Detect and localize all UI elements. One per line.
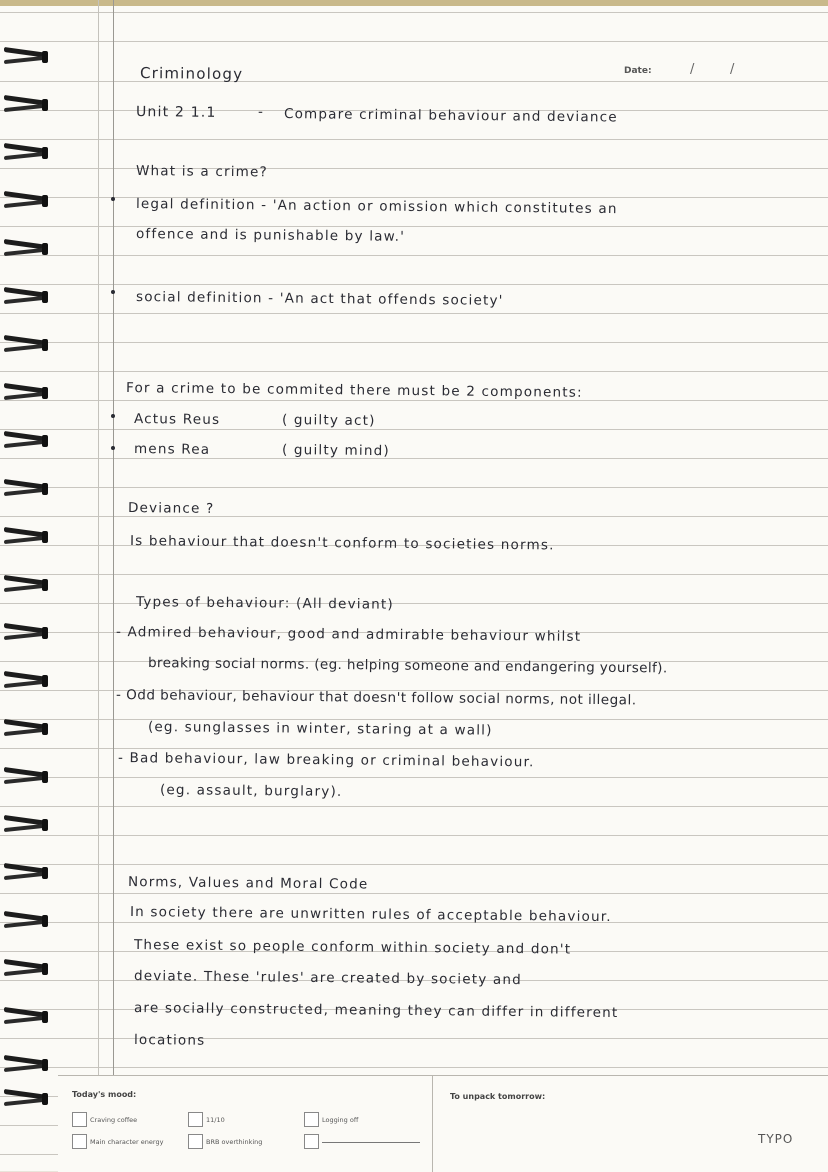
spiral-coil [4, 98, 52, 112]
spiral-coil [4, 722, 52, 736]
odd-line-1: - Odd behaviour, behaviour that doesn't follow social norms, not illegal. [115, 687, 637, 709]
date-label: Date: [624, 66, 652, 76]
unit-number: Unit 2 1.1 [135, 104, 217, 121]
norms-line-1: In society there are unwritten rules of acceptable behaviour. [129, 904, 612, 926]
unit-topic: Compare criminal behaviour and deviance [283, 106, 618, 126]
crime-heading: What is a crime? [135, 163, 269, 181]
norms-line-3: deviate. These 'rules' are created by society and [133, 968, 523, 989]
mens-rea-note: ( guilty mind) [281, 442, 390, 460]
spiral-coil [4, 914, 52, 928]
spiral-coil [4, 146, 52, 160]
mood-checkbox-overthinking[interactable] [188, 1134, 203, 1149]
mood-checkbox-custom[interactable] [304, 1134, 319, 1149]
norms-line-2: These exist so people conform within society and don't [133, 937, 572, 958]
spiral-coil [4, 338, 52, 352]
mood-label-11-10: 11/10 [206, 1116, 225, 1124]
bad-line-2: (eg. assault, burglary). [159, 782, 343, 800]
spiral-coil [4, 290, 52, 304]
margin-line-outer [98, 0, 99, 1075]
mood-label-main-character: Main character energy [90, 1138, 164, 1146]
spiral-coil [4, 242, 52, 256]
spiral-coil [4, 674, 52, 688]
bad-line-1: - Bad behaviour, law breaking or criminal behaviour. [117, 750, 535, 771]
margin-line [113, 0, 114, 1075]
bullet-dot [111, 414, 115, 418]
mood-checkbox-main-character[interactable] [72, 1134, 87, 1149]
actus-reus-note: ( guilty act) [281, 412, 376, 429]
legal-definition-line-2: offence and is punishable by law.' [135, 226, 406, 245]
date-slash-1: / [690, 62, 695, 77]
admired-line-1: - Admired behaviour, good and admirable behaviour whilst [115, 624, 582, 645]
legal-definition-line-1: legal definition - 'An action or omission which constitutes an [135, 196, 618, 218]
norms-heading: Norms, Values and Moral Code [127, 874, 369, 893]
social-definition: social definition - 'An act that offends society' [135, 289, 504, 309]
types-heading: Types of behaviour: (All deviant) [135, 594, 395, 613]
spiral-coil [4, 818, 52, 832]
mood-checkbox-logging-off[interactable] [304, 1112, 319, 1127]
mens-rea-label: mens Rea [133, 441, 211, 458]
spiral-coil [4, 386, 52, 400]
brand-logo: TYPO [758, 1132, 794, 1146]
spiral-coil [4, 482, 52, 496]
spiral-binding [0, 40, 70, 1120]
bullet-dot [111, 197, 115, 201]
bullet-dot [111, 290, 115, 294]
page-top-edge [0, 0, 828, 6]
spiral-coil [4, 962, 52, 976]
unit-dash: - [257, 104, 265, 121]
bullet-dot [111, 446, 115, 450]
actus-reus-label: Actus Reus [133, 411, 221, 428]
deviance-definition: Is behaviour that doesn't conform to societies norms. [129, 533, 555, 554]
norms-line-5: locations [133, 1032, 206, 1049]
components-line: For a crime to be commited there must be 2 components: [125, 380, 583, 401]
footer-divider [432, 1076, 433, 1172]
mood-checkbox-11-10[interactable] [188, 1112, 203, 1127]
spiral-coil [4, 626, 52, 640]
spiral-coil [4, 578, 52, 592]
spiral-coil [4, 194, 52, 208]
spiral-coil [4, 434, 52, 448]
spiral-coil [4, 770, 52, 784]
odd-line-2: (eg. sunglasses in winter, staring at a wall) [147, 719, 493, 739]
spiral-coil [4, 1092, 52, 1106]
spiral-coil [4, 1010, 52, 1024]
mood-custom-line [322, 1142, 420, 1143]
spiral-coil [4, 530, 52, 544]
mood-checkbox-coffee[interactable] [72, 1112, 87, 1127]
unpack-title: To unpack tomorrow: [450, 1092, 546, 1101]
page-footer [58, 1075, 828, 1172]
norms-line-4: are socially constructed, meaning they can differ in different [133, 1000, 619, 1022]
mood-label-logging-off: Logging off [322, 1116, 359, 1124]
spiral-coil [4, 1058, 52, 1072]
spiral-coil [4, 50, 52, 64]
date-slash-2: / [730, 62, 735, 77]
mood-label-coffee: Craving coffee [90, 1116, 138, 1124]
deviance-heading: Deviance ? [127, 500, 215, 517]
spiral-coil [4, 866, 52, 880]
mood-title: Today's mood: [72, 1090, 137, 1099]
notes-title: Criminology [139, 64, 244, 84]
admired-line-2: breaking social norms. (eg. helping someone and endangering yourself). [147, 655, 668, 677]
mood-label-overthinking: BRB overthinking [206, 1138, 263, 1146]
